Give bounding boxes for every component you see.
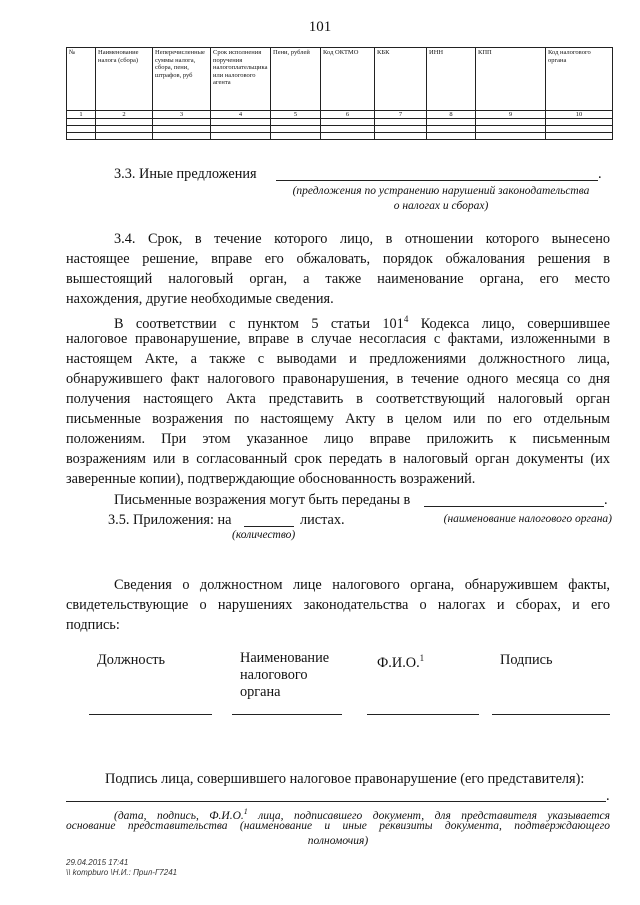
table-header: Код налогового органа (546, 48, 613, 111)
page-number: 101 (308, 19, 332, 35)
attachments-hint: (количество) (232, 529, 296, 541)
file-path: \\ kompburo \Н.И.: Прил-Г7241 (66, 868, 178, 877)
column-number: 1 (67, 111, 96, 119)
appeal-line: вышестоящий налоговый орган, а также наименование органа, его место (66, 271, 610, 287)
objections-hint: (наименование налогового органа) (443, 513, 612, 525)
column-number: 3 (153, 111, 211, 119)
column-number: 5 (271, 111, 321, 119)
attachments-suffix: листах. (300, 512, 345, 528)
column-number: 7 (375, 111, 427, 119)
column-number: 2 (96, 111, 153, 119)
attachments-count-line (244, 526, 294, 527)
table-header: Срок исполнения поручения налогоплательщика или налогового агента (211, 48, 271, 111)
violator-hint: (дата, подпись, Ф.И.О.$^1$ лица, подписавшего документ, для представителя указывается (114, 807, 610, 822)
table-row (67, 133, 613, 140)
table-header: Наименование налога (сбора) (96, 48, 153, 111)
attachments-label: 3.5. Приложения: на (108, 512, 232, 528)
table-header: ИНН (427, 48, 476, 111)
table-number-row (67, 111, 613, 119)
violator-sign-label: Подпись лица, совершившего налоговое правонарушение (его представителя): (105, 771, 585, 787)
objection-line: письменные возражения по настоящему Акту в целом или по его отдельным (66, 411, 610, 427)
objection-line: получения настоящего Акта представить в соответствующий налоговый орган (66, 391, 610, 407)
column-number: 4 (211, 111, 271, 119)
objections-line (424, 506, 604, 507)
objection-paragraph-first: В соответствии с пунктом 5 статьи $101^4$ Кодекса лицо, совершившее (114, 314, 610, 332)
org-line (232, 714, 342, 715)
appeal-line: 3.4. Срок, в течение которого лицо, в отношении которого вынесено (114, 231, 610, 247)
position-line (89, 714, 212, 715)
col-sign: Подпись (500, 652, 553, 668)
col-fio: Ф.И.О.$^1$ (377, 653, 425, 671)
objection-line: настоящем Акте, а также с выводами и предложениями должностного лица, (66, 351, 610, 367)
objection-line: налоговое правонарушение, вправе в случае несогласия с фактами, изложенными в (66, 331, 610, 347)
appeal-line: нахождения, другие необходимые сведения. (66, 291, 334, 307)
appeal-line: настоящее решение, вправе его обжаловать, порядок обжалования решения в (66, 251, 610, 267)
violator-hint: полномочия) (307, 835, 369, 847)
sign-line (492, 714, 610, 715)
other-proposals-label: 3.3. Иные предложения (114, 166, 257, 182)
table-header: КБК (375, 48, 427, 111)
table-header: Неперечисленные суммы налога, сбора, пени, штрафов, руб (153, 48, 211, 111)
official-line: Сведения о должностном лице налогового органа, обнаружившем факты, (114, 577, 610, 593)
table-header: КПП (476, 48, 546, 111)
violator-sign-line (66, 801, 606, 802)
column-number: 6 (321, 111, 375, 119)
objection-line: возражениям или в согласованный срок передать в налоговый орган документы (их (66, 451, 610, 467)
other-proposals-line (276, 180, 598, 181)
official-line: свидетельствующие о нарушениях законодательства о налогах и сборах, и его (66, 597, 610, 613)
official-line: подпись: (66, 617, 120, 633)
column-number: 9 (476, 111, 546, 119)
tax-table (66, 47, 613, 140)
other-proposals-hint: о налогах и сборах) (393, 200, 489, 212)
table-row (67, 119, 613, 126)
table-header: Пени, рублей (271, 48, 321, 111)
col-position: Должность (97, 652, 165, 668)
table-row (67, 126, 613, 133)
objection-line: обнаружившего факт налогового правонарушения, в течение одного месяца со дня (66, 371, 610, 387)
fio-line (367, 714, 479, 715)
column-number: 10 (546, 111, 613, 119)
col-org: Наименование налогового органа (240, 650, 330, 700)
objection-line: заверенные копии), подтверждающие обоснованность возражений. (66, 471, 476, 487)
objections-label: Письменные возражения могут быть переданы в (114, 492, 411, 508)
print-date: 29.04.2015 17:41 (66, 858, 129, 867)
other-proposals-hint: (предложения по устранению нарушений законодательства (292, 185, 590, 197)
table-header-row (67, 48, 613, 111)
column-number: 8 (427, 111, 476, 119)
table-header: № (67, 48, 96, 111)
violator-hint: основание представительства (наименование и иные реквизиты документа, подтверждающего (66, 820, 610, 832)
objection-line: положениям. При этом указанное лицо вправе приложить к письменным (66, 431, 610, 447)
table-header: Код ОКТМО (321, 48, 375, 111)
